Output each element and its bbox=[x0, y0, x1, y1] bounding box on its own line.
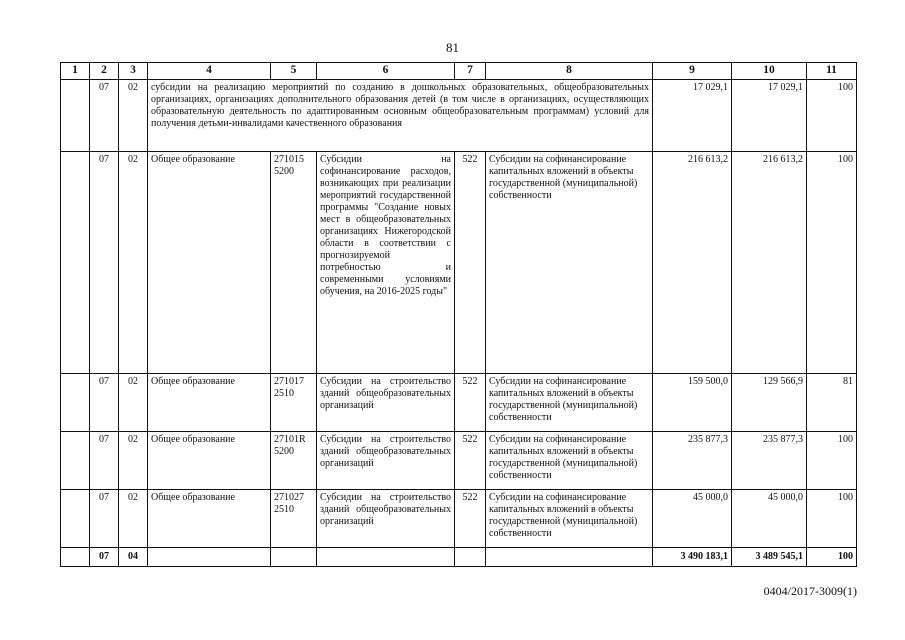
total-subsection: 04 bbox=[119, 548, 148, 567]
column-header-3: 3 bbox=[119, 63, 148, 80]
column-header-1: 1 bbox=[61, 63, 90, 80]
cell-section: 07 bbox=[90, 432, 119, 490]
total-row bbox=[61, 548, 857, 567]
cell-actual: 17 029,1 bbox=[732, 80, 807, 152]
cell-expense-type: 522 bbox=[455, 152, 486, 374]
cell-article-name: Субсидии на строительство зданий общеобразовательных организаций bbox=[317, 374, 455, 432]
column-header-9: 9 bbox=[653, 63, 732, 80]
table-row bbox=[61, 490, 857, 548]
cell-actual: 216 613,2 bbox=[732, 152, 807, 374]
cell-section: 07 bbox=[90, 374, 119, 432]
cell-subsection: 02 bbox=[119, 152, 148, 374]
cell-actual: 129 566,9 bbox=[732, 374, 807, 432]
cell-branch: Общее образование bbox=[148, 432, 271, 490]
total-actual: 3 489 545,1 bbox=[732, 548, 807, 567]
cell-actual: 235 877,3 bbox=[732, 432, 807, 490]
column-header-4: 4 bbox=[148, 63, 271, 80]
column-header-10: 10 bbox=[732, 63, 807, 80]
table-row bbox=[61, 374, 857, 432]
cell-article-name: Субсидии на софинансирование расходов, возникающих при реализации мероприятий государственной программы "Создание новых мест в общеобразовательных организациях Нижегородской области в соответствии с прогнозируемой потребностью и современными условиями обучения, на 2016-2025 годы" bbox=[317, 152, 455, 374]
cell-expense-type-name: Субсидии на софинансирование капитальных вложений в объекты государственной (муниципальной) собственности bbox=[486, 490, 653, 548]
column-header-11: 11 bbox=[807, 63, 857, 80]
table-row bbox=[61, 432, 857, 490]
column-header-5: 5 bbox=[271, 63, 317, 80]
cell-branch: Общее образование bbox=[148, 374, 271, 432]
cell-percent: 100 bbox=[807, 490, 857, 548]
cell-branch: Общее образование bbox=[148, 152, 271, 374]
cell-planned: 235 877,3 bbox=[653, 432, 732, 490]
document-code: 0404/2017-3009(1) bbox=[763, 584, 857, 598]
column-header-8: 8 bbox=[486, 63, 653, 80]
total-planned: 3 490 183,1 bbox=[653, 548, 732, 567]
cell-actual: 45 000,0 bbox=[732, 490, 807, 548]
cell-target-article: 271027 2510 bbox=[271, 490, 317, 548]
budget-table bbox=[60, 62, 857, 567]
cell-planned: 216 613,2 bbox=[653, 152, 732, 374]
cell-article-name: Субсидии на строительство зданий общеобразовательных организаций bbox=[317, 432, 455, 490]
cell-branch: Общее образование bbox=[148, 490, 271, 548]
cell-description: субсидии на реализацию мероприятий по созданию в дошкольных образовательных, общеобразовательных организациях, организациях дополнительного образования детей (в том числе в организациях, осуществляющих образовательную деятельность по адаптированным основным общеобразовательным программам) условий для получения детьми-инвалидами качественного образования bbox=[148, 80, 653, 152]
cell-percent: 100 bbox=[807, 432, 857, 490]
cell-planned: 159 500,0 bbox=[653, 374, 732, 432]
cell-subsection: 02 bbox=[119, 432, 148, 490]
cell-expense-type-name: Субсидии на софинансирование капитальных вложений в объекты государственной (муниципальной) собственности bbox=[486, 374, 653, 432]
column-header-2: 2 bbox=[90, 63, 119, 80]
cell-percent: 81 bbox=[807, 374, 857, 432]
page-number: 81 bbox=[446, 40, 459, 55]
cell-section: 07 bbox=[90, 490, 119, 548]
cell-expense-type-name: Субсидии на софинансирование капитальных вложений в объекты государственной (муниципальной) собственности bbox=[486, 432, 653, 490]
header-row bbox=[61, 63, 857, 80]
cell-section: 07 bbox=[90, 80, 119, 152]
cell-planned: 45 000,0 bbox=[653, 490, 732, 548]
cell-subsection: 02 bbox=[119, 374, 148, 432]
column-header-6: 6 bbox=[317, 63, 455, 80]
cell-section: 07 bbox=[90, 152, 119, 374]
cell-subsection: 02 bbox=[119, 80, 148, 152]
cell-target-article: 271015 5200 bbox=[271, 152, 317, 374]
table-row bbox=[61, 80, 857, 152]
total-percent: 100 bbox=[807, 548, 857, 567]
total-section: 07 bbox=[90, 548, 119, 567]
cell-target-article: 27101R 5200 bbox=[271, 432, 317, 490]
cell-percent: 100 bbox=[807, 80, 857, 152]
cell-target-article: 271017 2510 bbox=[271, 374, 317, 432]
cell-expense-type: 522 bbox=[455, 374, 486, 432]
cell-percent: 100 bbox=[807, 152, 857, 374]
column-header-7: 7 bbox=[455, 63, 486, 80]
cell-planned: 17 029,1 bbox=[653, 80, 732, 152]
cell-expense-type: 522 bbox=[455, 432, 486, 490]
cell-expense-type-name: Субсидии на софинансирование капитальных вложений в объекты государственной (муниципальной) собственности bbox=[486, 152, 653, 374]
cell-expense-type: 522 bbox=[455, 490, 486, 548]
table-row bbox=[61, 152, 857, 374]
cell-subsection: 02 bbox=[119, 490, 148, 548]
cell-article-name: Субсидии на строительство зданий общеобразовательных организаций bbox=[317, 490, 455, 548]
